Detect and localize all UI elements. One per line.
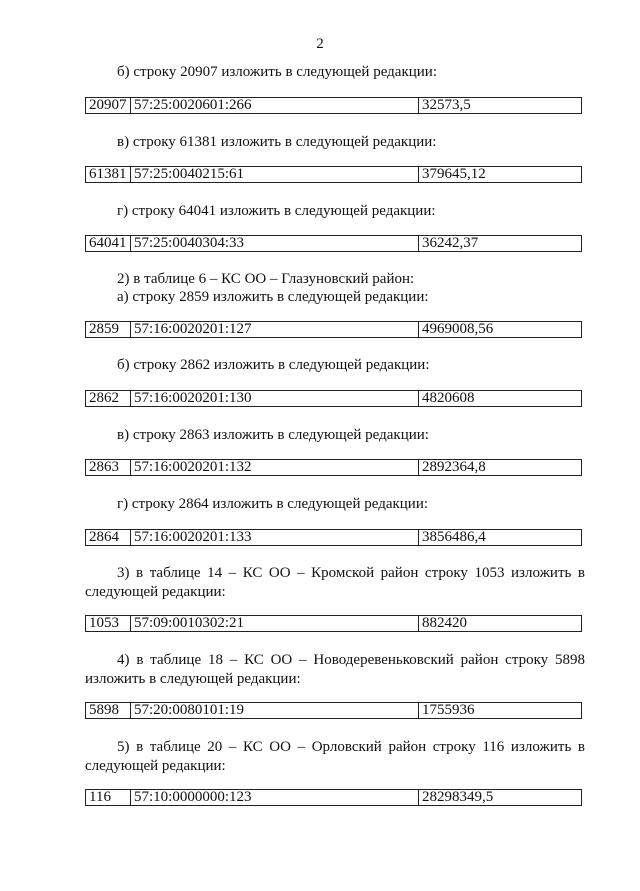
instruction-text: а) строку 2859 изложить в следующей редакции: (117, 289, 429, 305)
row-number-cell: 20907 (86, 98, 131, 113)
row-number-cell: 116 (86, 790, 131, 805)
table-row (85, 235, 582, 252)
table-row (85, 702, 582, 719)
instruction-text: 5) в таблице 20 – КС ОО – Орловский район строку 116 изложить в следующей редакции: (85, 739, 585, 774)
cadastral-value-cell: 882420 (422, 616, 467, 631)
table-row (85, 97, 582, 114)
page-number: 2 (316, 36, 324, 52)
row-number-cell: 64041 (86, 236, 131, 251)
row-number-cell: 2862 (86, 391, 131, 406)
cadastral-number-cell: 57:09:0010302:21 (131, 616, 419, 631)
table-row (85, 321, 582, 338)
cadastral-value-cell: 32573,5 (422, 98, 471, 113)
table-row (85, 459, 582, 476)
cadastral-number-cell: 57:25:0040215:61 (131, 167, 419, 182)
row-number-cell: 2863 (86, 460, 131, 475)
cadastral-value-cell: 379645,12 (422, 167, 486, 182)
cadastral-number-cell: 57:16:0020201:133 (131, 530, 419, 545)
cadastral-number-cell: 57:20:0080101:19 (131, 703, 419, 718)
table-row (85, 390, 582, 407)
table-row (85, 789, 582, 806)
table-row (85, 529, 582, 546)
instruction-text: в) строку 2863 изложить в следующей редакции: (117, 427, 429, 443)
row-number-cell: 1053 (86, 616, 131, 631)
cadastral-value-cell: 2892364,8 (422, 460, 486, 475)
cadastral-number-cell: 57:16:0020201:127 (131, 322, 419, 337)
cadastral-value-cell: 3856486,4 (422, 530, 486, 545)
row-number-cell: 2864 (86, 530, 131, 545)
cadastral-number-cell: 57:25:0020601:266 (131, 98, 419, 113)
cadastral-value-cell: 36242,37 (422, 236, 479, 251)
row-number-cell: 61381 (86, 167, 131, 182)
cadastral-value-cell: 4820608 (422, 391, 475, 406)
cadastral-value-cell: 4969008,56 (422, 322, 494, 337)
cadastral-value-cell: 28298349,5 (422, 790, 494, 805)
row-number-cell: 5898 (86, 703, 131, 718)
cadastral-value-cell: 1755936 (422, 703, 475, 718)
cadastral-number-cell: 57:25:0040304:33 (131, 236, 419, 251)
instruction-text: в) строку 61381 изложить в следующей редакции: (117, 134, 437, 150)
instruction-text: б) строку 2862 изложить в следующей редакции: (117, 357, 430, 373)
row-number-cell: 2859 (86, 322, 131, 337)
instruction-text: 3) в таблице 14 – КС ОО – Кромской район строку 1053 изложить в следующей редакции: (85, 565, 585, 600)
instruction-text: г) строку 2864 изложить в следующей редакции: (117, 496, 429, 512)
table-row (85, 166, 582, 183)
section-heading: 2) в таблице 6 – КС ОО – Глазуновский район: (117, 271, 415, 287)
instruction-text: г) строку 64041 изложить в следующей редакции: (117, 203, 436, 219)
cadastral-number-cell: 57:16:0020201:130 (131, 391, 419, 406)
table-row (85, 615, 582, 632)
instruction-text: б) строку 20907 изложить в следующей редакции: (117, 64, 437, 80)
cadastral-number-cell: 57:16:0020201:132 (131, 460, 419, 475)
cadastral-number-cell: 57:10:0000000:123 (131, 790, 419, 805)
instruction-text: 4) в таблице 18 – КС ОО – Новодеревеньковский район строку 5898 изложить в следующей редакции: (85, 652, 585, 687)
